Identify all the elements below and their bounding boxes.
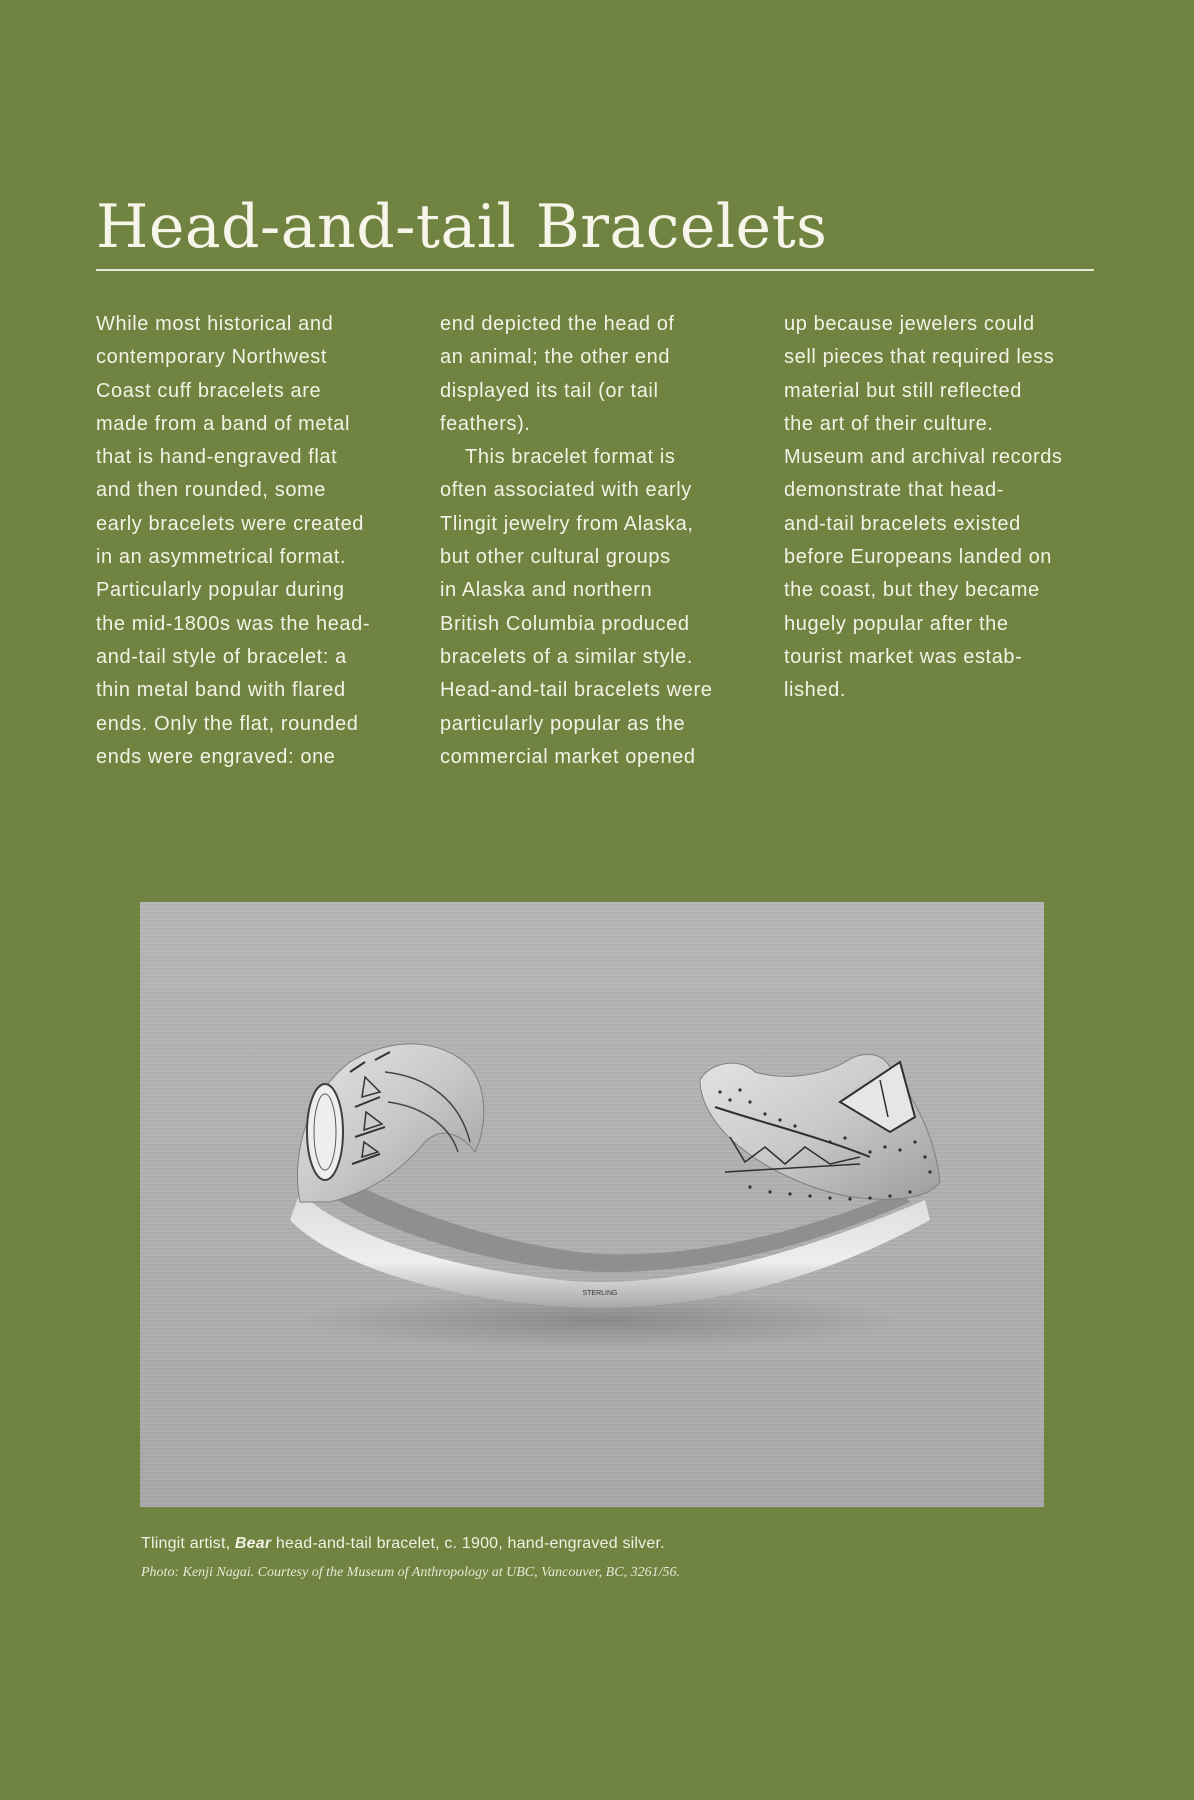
body-line: Head-and-tail bracelets were <box>440 679 713 702</box>
body-line: bracelets of a similar style. <box>440 645 694 668</box>
body-line: hugely popular after the <box>784 612 1009 635</box>
body-line: sell pieces that required less <box>784 346 1055 369</box>
body-line: lished. <box>784 679 847 702</box>
body-line: tourist market was estab- <box>784 645 1023 668</box>
body-line: ends. Only the flat, rounded <box>96 712 359 735</box>
body-line: early bracelets were created <box>96 512 365 535</box>
body-line: the mid-1800s was the head- <box>96 612 371 635</box>
body-line: Museum and archival records <box>784 446 1063 469</box>
body-line: While most historical and <box>96 313 334 335</box>
body-line: before Europeans landed on <box>784 546 1053 569</box>
title-divider <box>96 269 1094 271</box>
bracelet-photo <box>140 902 1044 1507</box>
body-line: but other cultural groups <box>440 546 671 569</box>
body-line: and-tail bracelets existed <box>784 512 1021 535</box>
paragraph-start-line: This bracelet format is <box>465 446 676 469</box>
body-line: thin metal band with flared <box>96 679 346 702</box>
body-line: and then rounded, some <box>96 479 327 502</box>
body-line: Coast cuff bracelets are <box>96 379 322 402</box>
sterling-stamp: STERLING <box>582 1290 618 1297</box>
body-line: British Columbia produced <box>440 612 690 635</box>
body-line: made from a band of metal <box>96 412 351 435</box>
body-line: material but still reflected <box>784 379 1023 402</box>
body-line: in an asymmetrical format. <box>96 546 347 569</box>
body-line: feathers). <box>440 412 531 435</box>
page-title: Head-and-tail Bracelets <box>96 192 828 262</box>
caption-suffix: head-and-tail bracelet, c. 1900, hand-engraved silver. <box>271 1535 665 1552</box>
caption-title: Bear <box>234 1535 272 1552</box>
body-line: Particularly popular during <box>96 579 345 602</box>
body-line: ends were engraved: one <box>96 745 336 768</box>
bracelet-illustration <box>140 902 1044 1507</box>
body-line: the coast, but they became <box>784 579 1040 602</box>
text-column-1 <box>96 308 370 774</box>
body-line: commercial market opened <box>440 745 696 768</box>
photo-credit: Photo: Kenji Nagai. Courtesy of the Museum of Anthropology at UBC, Vancouver, BC, 3261/56. <box>141 1565 680 1580</box>
caption-prefix: Tlingit artist, <box>141 1535 235 1552</box>
body-line: displayed its tail (or tail <box>440 379 659 402</box>
text-column-2 <box>440 308 712 774</box>
body-line: contemporary Northwest <box>96 346 328 369</box>
body-line: the art of their culture. <box>784 412 994 435</box>
body-line: in Alaska and northern <box>440 579 653 602</box>
body-line: up because jewelers could <box>784 313 1035 335</box>
body-line: end depicted the head of <box>440 313 675 335</box>
body-line: and-tail style of bracelet: a <box>96 645 347 668</box>
body-line: that is hand-engraved flat <box>96 446 338 469</box>
body-line: demonstrate that head- <box>784 479 1004 502</box>
text-column-3 <box>784 308 1063 708</box>
body-line: particularly popular as the <box>440 712 686 735</box>
body-line: often associated with early <box>440 479 692 502</box>
body-line: Tlingit jewelry from Alaska, <box>440 512 694 535</box>
body-line: an animal; the other end <box>440 346 671 369</box>
figure-caption <box>141 1533 665 1555</box>
